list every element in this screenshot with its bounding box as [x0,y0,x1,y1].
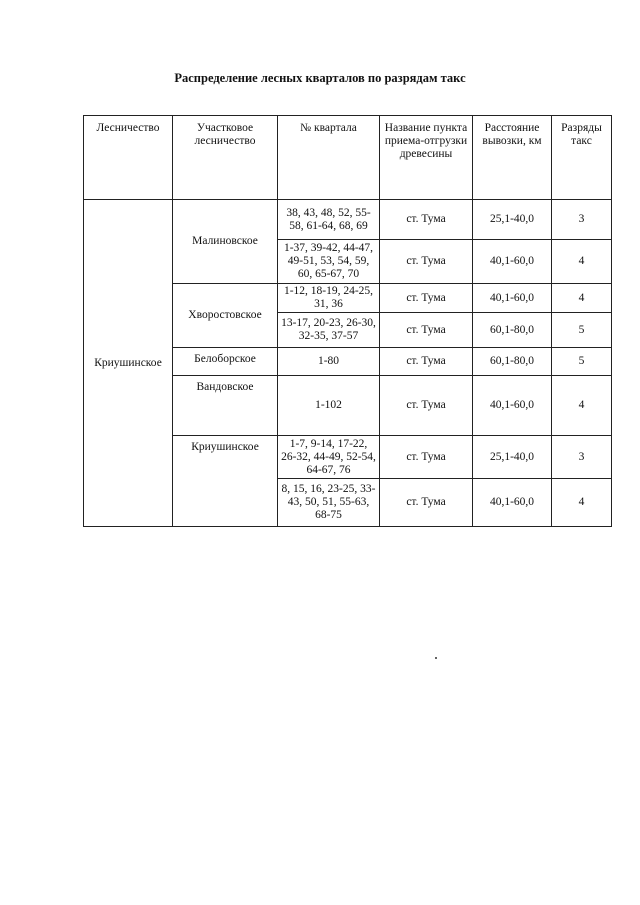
rank-cell: 4 [552,479,612,527]
distance-cell: 40,1-60,0 [473,240,552,284]
rank-cell: 5 [552,313,612,348]
table-header-row [84,116,612,200]
table-row [84,200,612,240]
header-rank: Разряды такс [552,116,612,200]
rank-cell: 3 [552,436,612,479]
point-cell: ст. Тума [380,479,473,527]
header-forestry: Лесничество [84,116,173,200]
quarters-cell: 1-37, 39-42, 44-47, 49-51, 53, 54, 59, 60, 65-67, 70 [278,240,380,284]
district-cell: Криушинское [173,436,278,527]
distance-cell: 60,1-80,0 [473,348,552,376]
rank-cell: 4 [552,240,612,284]
quarters-cell: 1-80 [278,348,380,376]
document-title: Распределение лесных кварталов по разрядам такс [174,71,466,85]
distance-cell: 25,1-40,0 [473,200,552,240]
distance-cell: 40,1-60,0 [473,284,552,313]
rank-cell: 4 [552,376,612,436]
point-cell: ст. Тума [380,313,473,348]
point-cell: ст. Тума [380,348,473,376]
quarters-cell: 1-7, 9-14, 17-22, 26-32, 44-49, 52-54, 64-67, 76 [278,436,380,479]
rank-cell: 3 [552,200,612,240]
distance-cell: 40,1-60,0 [473,479,552,527]
district-cell: Вандовское [173,376,278,436]
quarters-cell: 13-17, 20-23, 26-30, 32-35, 37-57 [278,313,380,348]
forestry-cell: Криушинское [84,200,173,527]
distance-cell: 25,1-40,0 [473,436,552,479]
point-cell: ст. Тума [380,436,473,479]
stray-dot [435,657,437,659]
header-district: Участковое лесничество [173,116,278,200]
distance-cell: 60,1-80,0 [473,313,552,348]
point-cell: ст. Тума [380,200,473,240]
district-cell: Хворостовское [173,284,278,348]
header-quarter: № квартала [278,116,380,200]
point-cell: ст. Тума [380,376,473,436]
header-point: Название пункта приема-отгрузки древесины [380,116,473,200]
quarters-cell: 8, 15, 16, 23-25, 33-43, 50, 51, 55-63, 68-75 [278,479,380,527]
quarters-cell: 1-12, 18-19, 24-25, 31, 36 [278,284,380,313]
district-cell: Малиновское [173,200,278,284]
rank-cell: 4 [552,284,612,313]
rank-cell: 5 [552,348,612,376]
distance-cell: 40,1-60,0 [473,376,552,436]
header-distance: Расстояние вывозки, км [473,116,552,200]
point-cell: ст. Тума [380,284,473,313]
quarters-cell: 38, 43, 48, 52, 55-58, 61-64, 68, 69 [278,200,380,240]
quarters-cell: 1-102 [278,376,380,436]
quarters-table [83,115,612,527]
point-cell: ст. Тума [380,240,473,284]
district-cell: Белоборское [173,348,278,376]
